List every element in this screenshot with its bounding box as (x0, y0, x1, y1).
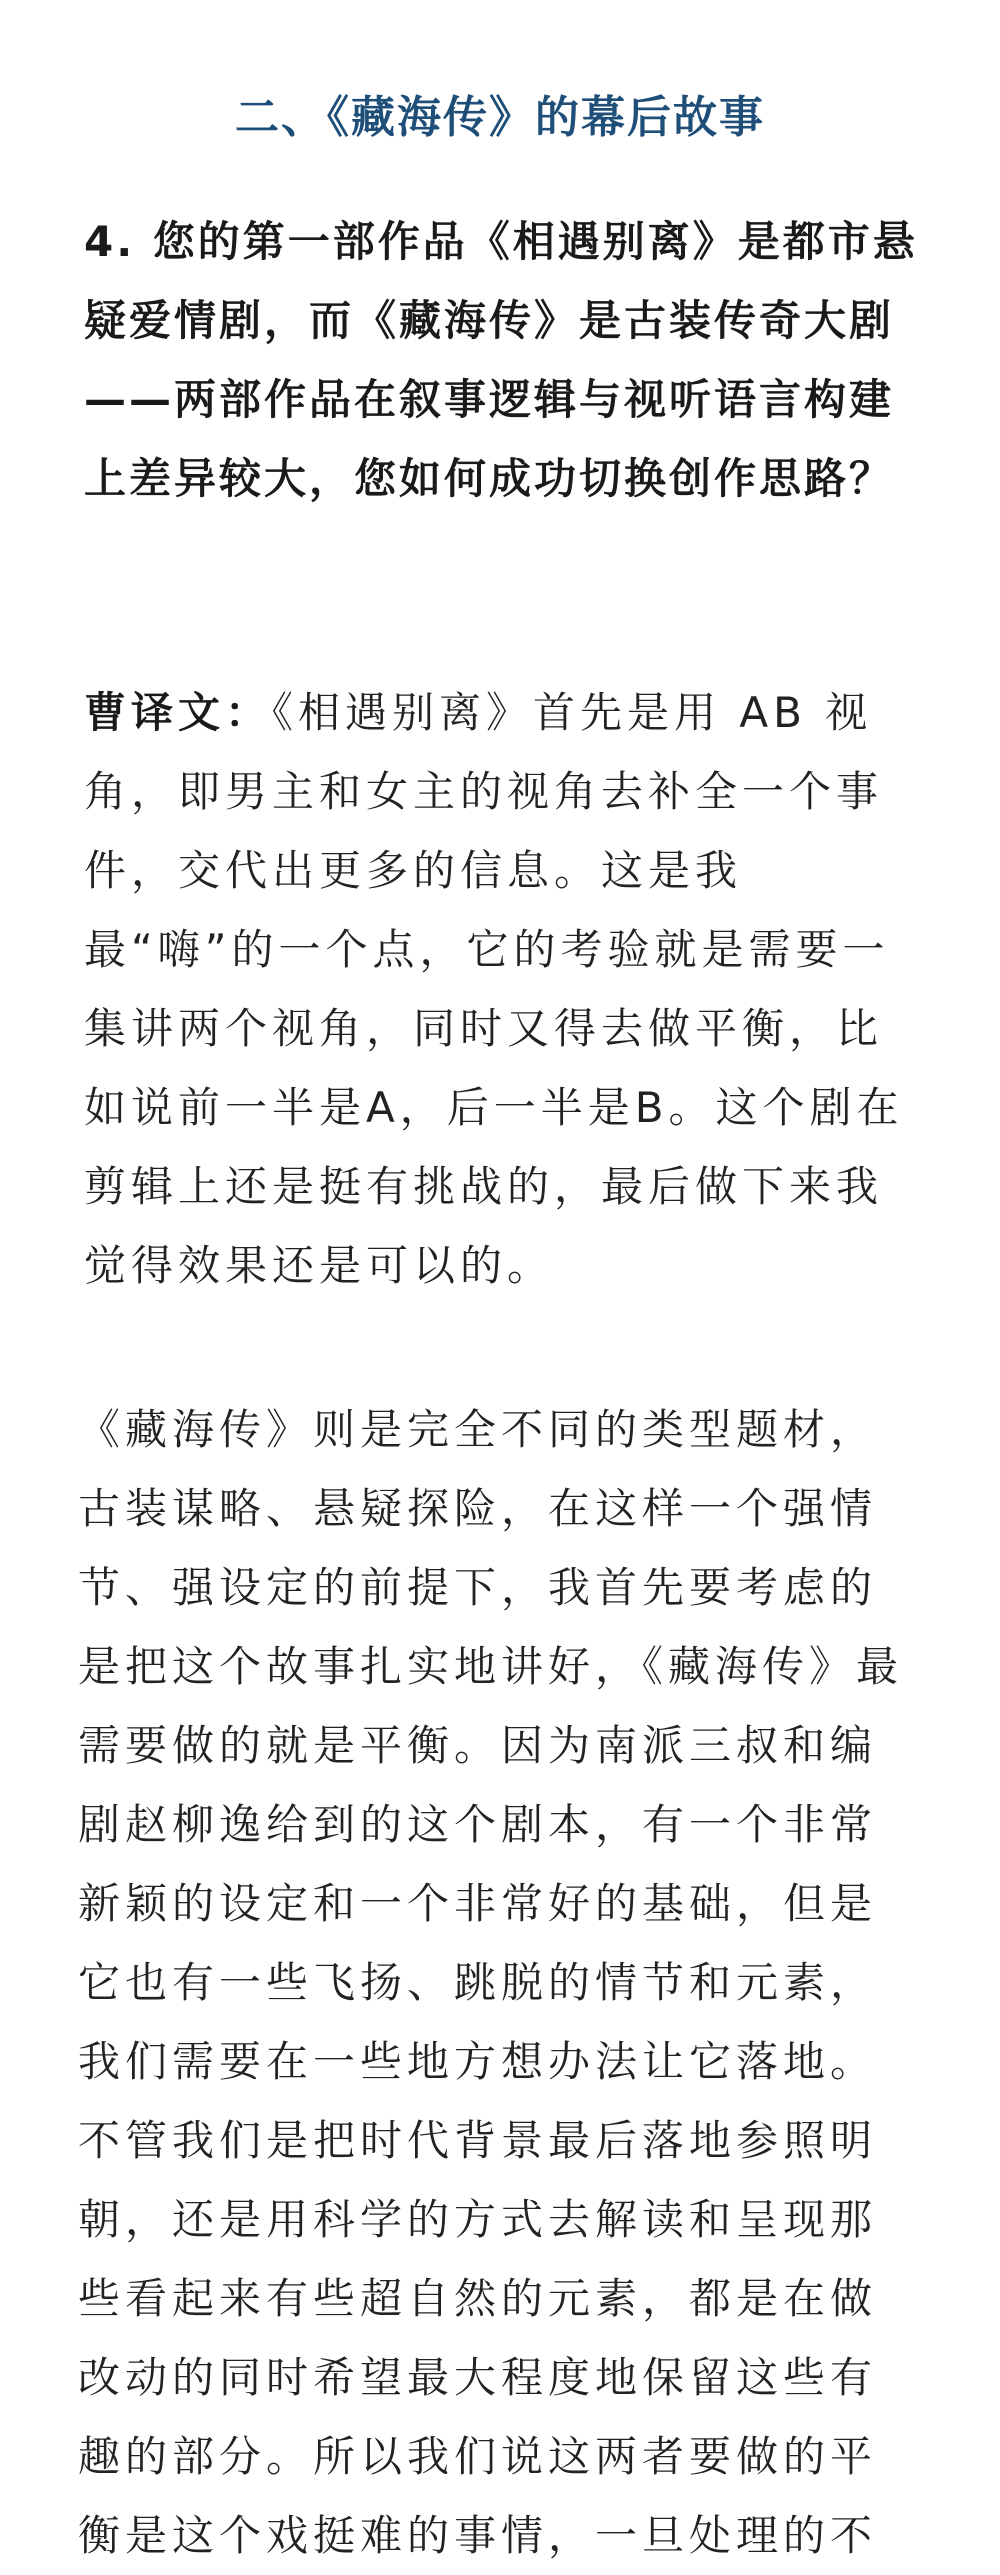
section-title: 二、《藏海传》的幕后故事 (235, 91, 765, 143)
answer-paragraph-2: 《藏海传》则是完全不同的类型题材，古装谋略、悬疑探险，在这样一个强情节、强设定的前提下，我首先要考虑的是把这个故事扎实地讲好，《藏海传》最需要做的就是平衡。因为南派三叔和编剧赵柳逸给到的这个剧本，有一个非常新颖的设定和一个非常好的基础，但是它也有一些飞扬、跳脱的情节和元素，我们需要在一些地方想办法让它落地。不管我们是把时代背景最后落地参照明朝，还是用科学的方式去解读和呈现那些看起来有些超自然的元素，都是在做改动的同时希望最大程度地保留这些有趣的部分。所以我们说这两者要做的平衡是这个戏挺难的事情，一旦处理的不 (78, 1405, 904, 2560)
speaker-label: 曹译文： (84, 688, 273, 737)
answer-paragraph-1-text: 《相遇别离》首先是用 AB 视角，即男主和女主的视角去补全一个事件，交代出更多的信息。这是我最“嗨”的一个点，它的考验就是需要一集讲两个视角，同时又得去做平衡，比如说前一半是A，后一半是B。这个剧在剪辑上还是挺有挑战的，最后做下来我觉得效果还是可以的。 (84, 688, 904, 1290)
interview-question: 4. 您的第一部作品《相遇别离》是都市悬疑爱情剧，而《藏海传》是古装传奇大剧——两部作品在叙事逻辑与视听语言构建上差异较大，您如何成功切换创作思路？ (84, 217, 918, 503)
answer-paragraph-1 (84, 673, 919, 1305)
